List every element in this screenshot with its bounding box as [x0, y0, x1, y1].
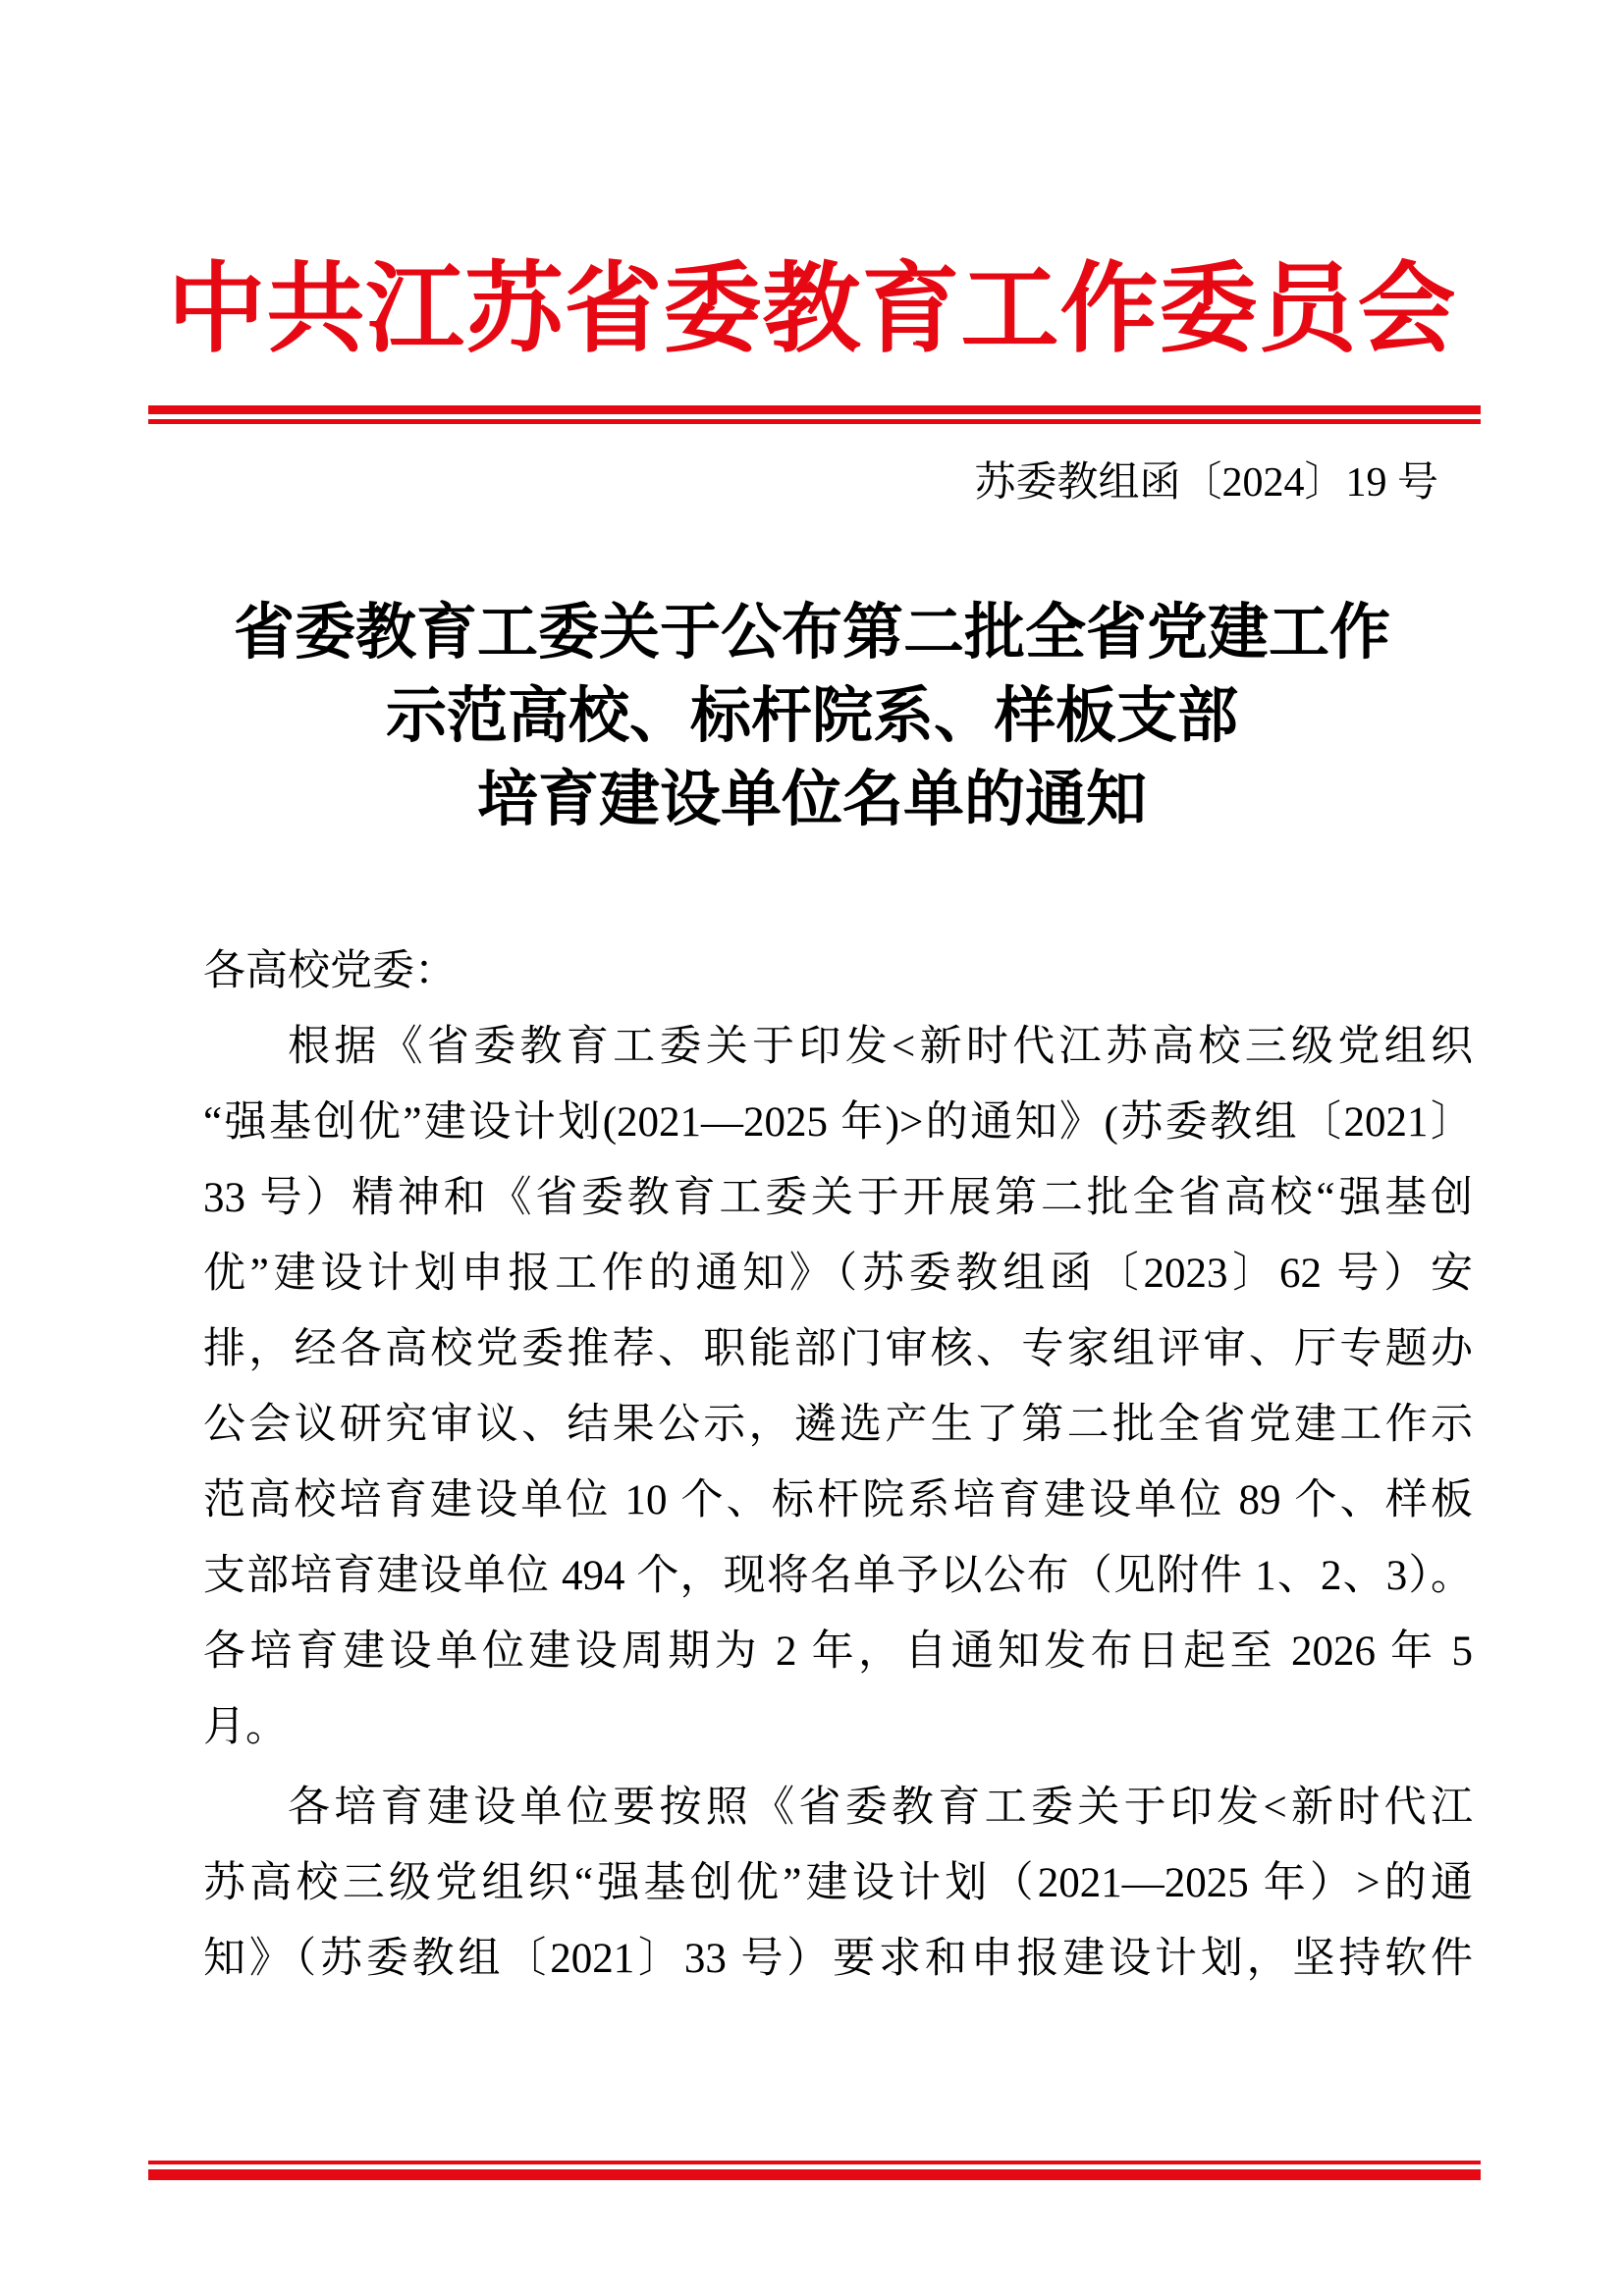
title-line-2: 示范高校、标杆院系、样板支部: [385, 683, 1238, 750]
body-line: “强基创优”建设计划(2021—2025 年)>的通知》(苏委教组〔2021〕: [203, 1099, 1473, 1146]
header-rule-thin: [148, 419, 1481, 424]
body-line: 范高校培育建设单位 10 个、标杆院系培育建设单位 89 个、样板: [203, 1477, 1473, 1523]
footer-rule-thin: [148, 2161, 1481, 2164]
body-paragraph-2: [203, 1770, 1473, 1997]
body-line: 苏高校三级党组织“强基创优”建设计划（2021—2025 年）>的通: [203, 1860, 1473, 1906]
body-line: 根据《省委教育工委关于印发<新时代江苏高校三级党组织: [288, 1024, 1473, 1070]
body-line: 知》（苏委教组〔2021〕33 号）要求和申报建设计划，坚持软件: [203, 1936, 1473, 1982]
body-line: 各培育建设单位要按照《省委教育工委关于印发<新时代江: [288, 1785, 1473, 1831]
body-line: 公会议研究审议、结果公示，遴选产生了第二批全省党建工作示: [203, 1402, 1473, 1448]
header-rule-thick: [148, 405, 1481, 414]
body-line: 各培育建设单位建设周期为 2 年，自通知发布日起至 2026 年 5: [203, 1629, 1473, 1675]
body-line: 支部培育建设单位 494 个，现将名单予以公布（见附件 1、2、3）。: [203, 1553, 1473, 1599]
body-paragraph-1: [203, 934, 1473, 1765]
footer-rule-thick: [148, 2169, 1481, 2180]
document-title: [0, 592, 1624, 842]
body-line: 优”建设计划申报工作的通知》（苏委教组函〔2023〕62 号）安: [203, 1251, 1473, 1297]
title-line-1: 省委教育工委关于公布第二批全省党建工作: [233, 600, 1390, 667]
body-line: 月。: [203, 1704, 288, 1750]
org-name-header: 中共江苏省委教育工作委员会: [167, 255, 1457, 364]
doc-number: 苏委教组函〔2024〕19 号: [974, 460, 1438, 506]
body-line: 33 号）精神和《省委教育工委关于开展第二批全省高校“强基创: [203, 1175, 1473, 1221]
salutation: 各高校党委：: [203, 948, 457, 994]
body-line: 排，经各高校党委推荐、职能部门审核、专家组评审、厅专题办: [203, 1326, 1473, 1372]
title-line-3: 培育建设单位名单的通知: [476, 767, 1147, 833]
